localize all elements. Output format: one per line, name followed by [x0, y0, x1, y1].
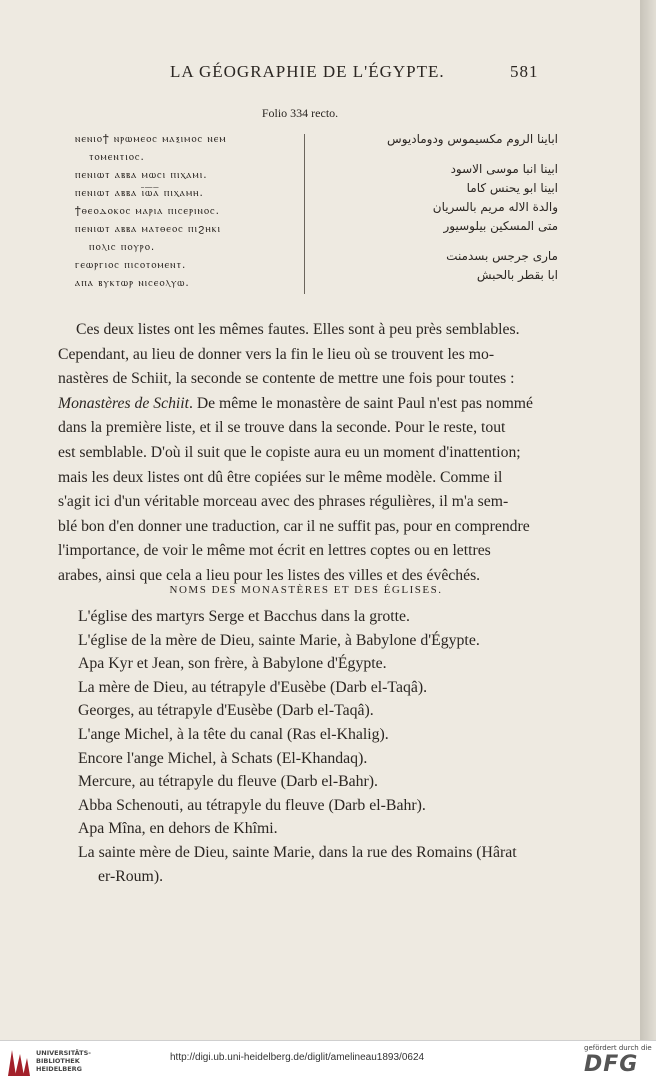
paragraph-line: arabes, ainsi que cela a lieu pour les listes des villes et des évêchés.	[58, 566, 481, 584]
list-item: Mercure, au tétrapyle du fleuve (Darb el-Bahr).	[78, 773, 378, 791]
page-edge	[640, 0, 656, 1040]
library-name-line: BIBLIOTHEK	[36, 1057, 80, 1065]
list-item: Abba Schenouti, au tétrapyle du fleuve (Darb el-Bahr).	[78, 796, 426, 814]
list-item: L'église de la mère de Dieu, sainte Marie, à Babylone d'Égypte.	[78, 631, 480, 649]
list-item: L'ange Michel, à la tête du canal (Ras el-Khalig).	[78, 725, 389, 743]
dfg-logo[interactable]: DFG	[584, 1052, 639, 1077]
monastery-list	[78, 605, 568, 888]
list-item: La sainte mère de Dieu, sainte Marie, dans la rue des Romains (Hârat	[78, 843, 517, 861]
coptic-line: ϯⲑⲉⲟⲇⲟⲕⲟⲥ ⲙⲁⲣⲓⲁ ⲡⲓⲥⲉⲣⲓⲛⲟⲥ.	[75, 205, 220, 217]
permalink-url[interactable]: http://digi.ub.uni-heidelberg.de/diglit/amelineau1893/0624	[170, 1052, 425, 1063]
paragraph-line: blé bon d'en donner une traduction, car il ne suffit pas, pour en comprendre	[58, 517, 530, 535]
list-item: Encore l'ange Michel, à Schats (El-Khandaq).	[78, 749, 368, 767]
funding-caption: gefördert durch die	[584, 1044, 652, 1052]
arabic-line: والدة الاله مريم بالسريان	[432, 200, 558, 214]
list-item-continuation: er-Roum).	[98, 867, 164, 885]
coptic-line: ⲛⲉⲛⲓⲟϯ ⲛⲣⲱⲙⲉⲟⲥ ⲙⲁⲝⲓⲙⲟⲥ ⲛⲉⲙ	[75, 133, 227, 145]
paragraph-line-rest: . De même le monastère de saint Paul n'est pas nommé	[189, 394, 533, 412]
list-item: La mère de Dieu, au tétrapyle d'Eusèbe (Darb el-Taqâ).	[78, 678, 428, 696]
viewer-footer	[0, 1040, 656, 1086]
coptic-column	[75, 130, 300, 292]
arabic-column	[330, 130, 558, 285]
paragraph-line: s'agit ici d'un véritable morceau avec des phrases régulières, il m'a sem-	[58, 493, 509, 511]
running-title: LA GÉOGRAPHIE DE L'ÉGYPTE.	[170, 62, 445, 81]
paragraph-line: dans la première liste, et il se trouve dans la seconde. Pour le reste, tout	[58, 419, 506, 437]
coptic-line: ⲧⲟⲙⲉⲛⲧⲓⲟⲥ.	[89, 151, 145, 163]
page-number: 581	[510, 62, 539, 81]
italic-title: Monastères de Schiit	[58, 394, 189, 412]
paragraph-line: l'importance, de voir le même mot écrit en lettres coptes ou en lettres	[58, 542, 491, 560]
university-library-logo-icon[interactable]	[6, 1046, 32, 1078]
coptic-line: ⲅⲉⲱⲣⲅⲓⲟⲥ ⲡⲓⲥⲟⲧⲟⲙⲉⲛⲧ.	[75, 259, 187, 271]
arabic-spacer	[330, 149, 558, 160]
paragraph-line: Ces deux listes ont les mêmes fautes. Elles sont à peu près semblables.	[76, 321, 520, 338]
paragraph-line: est semblable. D'où il suit que le copiste aura eu un moment d'inattention;	[58, 443, 521, 461]
arabic-line: مارى جرجس بسدمنت	[446, 249, 558, 263]
list-item: Apa Mîna, en dehors de Khîmi.	[78, 820, 278, 838]
paragraph-line: nastères de Schiit, la seconde se contente de mettre une fois pour toutes :	[58, 370, 515, 388]
paragraph-line	[58, 392, 558, 417]
coptic-line: ⲡⲉⲛⲓⲱⲧ ⲁⲃⲃⲁ ⲓ̅ⲱ̅ⲁ̅ ⲡⲓⲭⲁⲙⲏ.	[75, 187, 204, 199]
library-name-line: UNIVERSITÄTS-	[36, 1049, 91, 1057]
list-item: L'église des martyrs Serge et Bacchus dans la grotte.	[78, 608, 410, 625]
folio-caption: Folio 334 recto.	[261, 106, 339, 120]
paragraph-line: mais les deux listes ont dû être copiées sur le même modèle. Comme il	[58, 468, 503, 486]
paragraph-line: Cependant, au lieu de donner vers la fin le lieu où se trouvent les mo-	[58, 345, 495, 363]
arabic-spacer	[330, 236, 558, 247]
body-paragraph	[58, 318, 558, 589]
list-item: Apa Kyr et Jean, son frère, à Babylone d'Égypte.	[78, 655, 387, 673]
library-name[interactable]	[36, 1049, 91, 1073]
arabic-line: اباينا الروم مكسيموس ودوماديوس	[387, 132, 558, 146]
list-item: Georges, au tétrapyle d'Eusèbe (Darb el-Taqâ).	[78, 702, 374, 720]
arabic-line: متى المسكين بيلوسيور	[443, 219, 558, 233]
coptic-line: ⲡⲟⲗⲓⲥ ⲡⲟⲩⲣⲟ.	[89, 241, 156, 253]
library-name-line: HEIDELBERG	[36, 1065, 83, 1073]
coptic-line: ⲁⲡⲁ ⲃⲩⲕⲧⲱⲣ ⲛⲓⲥⲉⲟⲗⲩⲱ.	[75, 277, 190, 289]
column-divider	[304, 134, 305, 294]
arabic-line: ابينا انبا موسى الاسود	[450, 162, 558, 176]
coptic-line: ⲡⲉⲛⲓⲱⲧ ⲁⲃⲃⲁ ⲙⲱⲥⲓ ⲡⲓⲭⲁⲙⲓ.	[75, 169, 208, 181]
arabic-line: ابينا ابو يحنس كاما	[466, 181, 558, 195]
arabic-line: ابا بقطر بالحبش	[476, 268, 558, 282]
section-heading: NOMS DES MONASTÈRES ET DES ÉGLISES.	[169, 584, 443, 596]
coptic-line: ⲡⲉⲛⲓⲱⲧ ⲁⲃⲃⲁ ⲙⲁⲧⲑⲉⲟⲥ ⲡⲓϩⲏⲕⲓ	[75, 223, 222, 235]
